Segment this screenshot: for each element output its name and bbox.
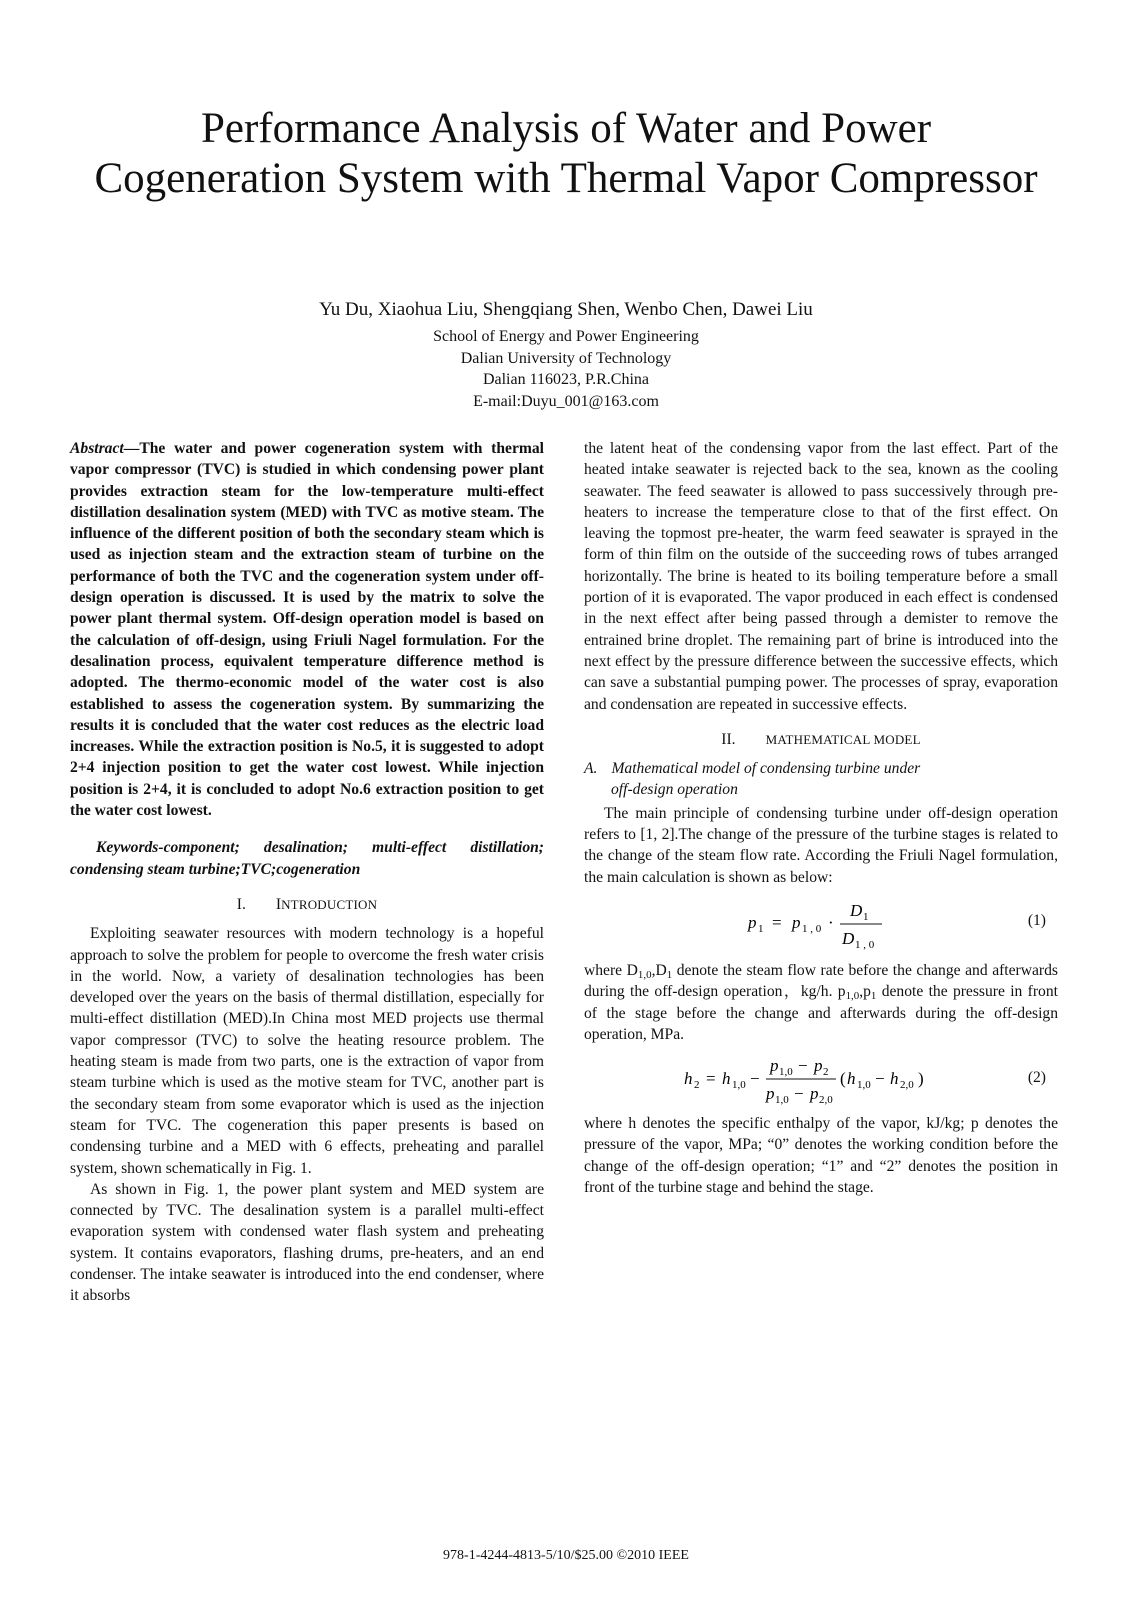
- text-run: ,p: [859, 983, 871, 1001]
- intro-paragraph-1: Exploiting seawater resources with modern technology is a hopeful approach to solve the problem for people to overcome the fresh water crisis in the world. Now, a variety of desalination technologies has been developed over the years on the basis of thermal distillation, especially for multi-effect distillation (MED).In China most MED projects use thermal vapor compressor (TVC) to solve the heating resource problem. The heating steam is made from two parts, one is the extraction of vapor from steam turbine which is used as the motive steam for TVC, another part is the secondary steam from some evaporator which is used as the injection steam for TVC. The cogeneration this paper presents is based on condensing turbine and a MED with 6 effects, preheating and parallel system, shown schematically in Fig. 1.: [70, 925, 544, 1177]
- eq1-p: p: [748, 912, 757, 932]
- intro-paragraph-2: As shown in Fig. 1, the power plant system and MED system are connected by TVC. The desalination system is a parallel multi-effect evaporation system with condensed water flash system and preheating system. It contains evaporators, flashing drums, pre-heaters, and an end condenser. The intake seawater is introduced into the end condenser, where it absorbs: [70, 1180, 544, 1305]
- eq2-denominator-p20-subscript: 2,0: [819, 1094, 833, 1107]
- keywords: Keywords-component; desalination; multi-effect distillation; condensing steam turbine;TVC;cogeneration: [70, 839, 544, 878]
- author-list: Yu Du, Xiaohua Liu, Shengqiang Shen, Wenbo Chen, Dawei Liu: [319, 299, 813, 320]
- eq2-paren-close: ): [918, 1069, 924, 1089]
- eq2-numerator-minus: −: [798, 1056, 808, 1076]
- eq2-paren-open: (: [840, 1069, 846, 1089]
- section-title-initial: I: [275, 895, 282, 913]
- section-title-rest: NTRODUCTION: [281, 896, 378, 912]
- eq2-paren-h10-subscript: 1,0: [857, 1079, 871, 1092]
- eq2-paren-h10: h: [847, 1069, 856, 1089]
- subsection-heading-a: [584, 758, 1058, 801]
- subscript: 1,0: [845, 990, 860, 1003]
- eq2-denominator-p10: p: [766, 1084, 775, 1104]
- affiliation-block: [90, 326, 1042, 412]
- eq2-denominator-p20: p: [810, 1084, 819, 1104]
- affiliation-email: E-mail:Duyu_001@163.com: [473, 392, 659, 410]
- subsection-title-line2: off-design operation: [611, 781, 738, 799]
- paper-title: Performance Analysis of Water and Power Cogeneration System with Thermal Vapor Compressor: [94, 105, 1038, 202]
- eq1-numerator-d: D: [850, 900, 863, 920]
- affiliation-line: School of Energy and Power Engineering: [433, 328, 699, 345]
- affiliation-line: Dalian 116023, P.R.China: [482, 371, 650, 388]
- subsection-title-line1: Mathematical model of condensing turbine under: [611, 760, 921, 778]
- eq1-p10-subscript: 1 , 0: [802, 922, 822, 935]
- eq2-paren-h20-subscript: 2,0: [900, 1079, 914, 1092]
- math-paragraph-1: The main principle of condensing turbine under off-design operation refers to [1, 2].The change of the pressure of the turbine stages is related to the change of the steam flow rate. According the Friuli Nagel formulation, the main calculation is shown as below:: [584, 804, 1058, 886]
- eq1-dot: ·: [828, 912, 834, 932]
- eq2-minus: −: [750, 1069, 760, 1089]
- eq2-paren-minus: −: [875, 1069, 885, 1089]
- subscript: 1: [666, 968, 673, 981]
- abstract-lead: Abstract: [70, 440, 124, 457]
- eq2-numerator-p10-subscript: 1,0: [779, 1066, 793, 1079]
- eq1-p10: p: [792, 912, 801, 932]
- math-paragraph-3: where h denotes the specific enthalpy of the vapor, kJ/kg; p denotes the pressure of the vapor, MPa; “0” denotes the working condition before the change of the off-design operation; “1” and “2” denotes the position in front of the turbine stage and behind the stage.: [584, 1115, 1058, 1197]
- section-title: MATHEMATICAL MODEL: [765, 731, 921, 747]
- equation-2: [584, 1051, 1058, 1107]
- text-run: denote the steam flow rate before the change and afterwards during the off-design operation，kg/h. p: [584, 961, 1058, 1001]
- equation-1-graphic: [584, 894, 1058, 954]
- eq1-denominator-subscript: 1 , 0: [855, 938, 875, 951]
- eq2-numerator-p10: p: [770, 1056, 779, 1076]
- eq2-h10: h: [722, 1069, 731, 1089]
- eq2-denominator-p10-subscript: 1,0: [775, 1094, 789, 1107]
- subscript: 1: [870, 990, 877, 1003]
- math-paragraph-2: [584, 960, 1058, 1045]
- section-heading-mathematical-model: [584, 729, 1058, 750]
- eq2-paren-h20: h: [890, 1069, 899, 1089]
- text-run: denote the pressure in front of the stage before the change and afterwards during the off-design operation, MPa.: [584, 983, 1058, 1043]
- eq2-numerator-p2: p: [814, 1056, 823, 1076]
- eq2-h-subscript: 2: [694, 1079, 700, 1092]
- eq1-p-subscript: 1: [758, 922, 764, 935]
- text-run: ,D: [651, 961, 667, 979]
- text-run: where D: [584, 961, 638, 979]
- equation-1-number: (1): [1027, 911, 1046, 929]
- abstract-body: —The water and power cogeneration system with thermal vapor compressor (TVC) is studied in which condensing power plant provides extraction steam for the low-temperature multi-effect distillation desalination system (MED) with TVC as motive steam. The influence of the different position of both the secondary steam which is used as injection steam and the extraction steam of turbine on the performance of both the TVC and the cogeneration system under off-design operation is discussed. It is used by the matrix to solve the power plant thermal system. Off-design operation model is based on the calculation of off-design, using Friuli Nagel formulation. For the desalination process, equivalent temperature difference method is adopted. The thermo-economic model of the water cost is also established to assess the cogeneration system. By summarizing the results it is concluded that the water cost reduces as the electric load increases. While the extraction position is No.5, it is suggested to adopt 2+4 injection position to get the water cost lowest. While injection position is 2+4, it is concluded to adopt No.6 extraction position to get the water cost lowest.: [70, 440, 544, 820]
- eq1-denominator-d: D: [842, 928, 855, 948]
- equation-2-number: (2): [1027, 1069, 1046, 1087]
- eq1-equals: =: [772, 912, 782, 932]
- subscript: 1,0: [637, 968, 652, 981]
- equation-1: [584, 894, 1058, 954]
- eq2-equals: =: [706, 1069, 716, 1089]
- right-paragraph-1: the latent heat of the condensing vapor from the last effect. Part of the heated intake seawater is rejected back to the sea, known as the cooling seawater. The feed seawater is allowed to pass successively through pre-heaters to increase the temperature close to that of the first effect. On leaving the topmost pre-heater, the warm feed seawater is sprayed in the form of thin film on the outside of the succeeding rows of tubes arranged horizontally. The brine is heated to its boiling temperature before a small portion of it is evaporated. The vapor produced in each effect is condensed in the next effect after being passed through a demister to remove the entrained brine droplet. The remaining part of brine is introduced into the next effect by the pressure difference between the successive effects, which can save a substantial pumping power. The processes of spray, evaporation and condensation are repeated in successive effects.: [584, 440, 1058, 713]
- equation-2-graphic: [584, 1051, 1058, 1107]
- section-number: I.: [236, 895, 246, 913]
- eq2-numerator-p2-subscript: 2: [823, 1066, 829, 1079]
- section-heading-introduction: [70, 894, 544, 915]
- copyright-footer: 978-1-4244-4813-5/10/$25.00 ©2010 IEEE: [443, 1548, 689, 1563]
- left-column: [70, 438, 544, 1307]
- subsection-label: A.: [584, 760, 598, 778]
- section-number: II.: [721, 730, 736, 748]
- eq2-denominator-minus: −: [794, 1084, 804, 1104]
- right-column: [584, 438, 1058, 1198]
- eq2-h: h: [684, 1069, 693, 1089]
- abstract: [70, 438, 544, 821]
- eq2-h10-subscript: 1,0: [732, 1079, 746, 1092]
- affiliation-line: Dalian University of Technology: [460, 349, 672, 367]
- eq1-numerator-subscript: 1: [863, 910, 869, 923]
